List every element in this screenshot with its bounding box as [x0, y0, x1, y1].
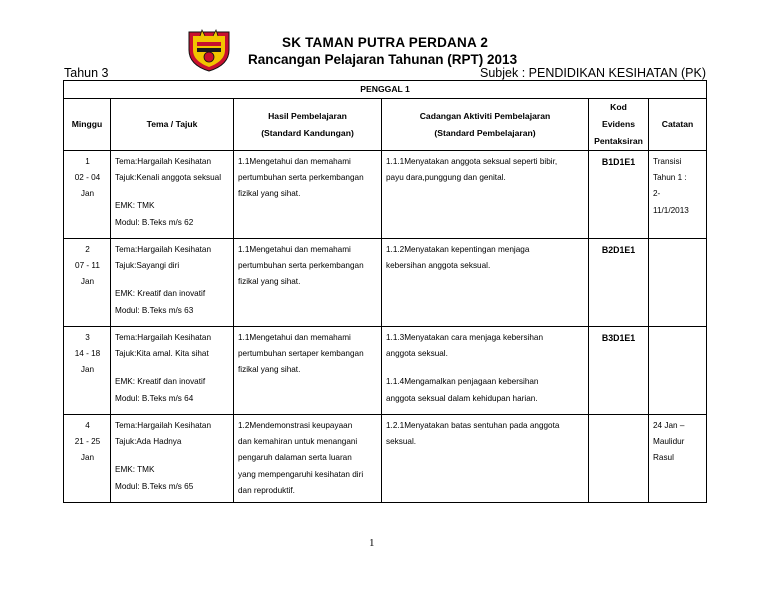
- tema-line: EMK: Kreatif dan inovatif: [115, 377, 206, 387]
- cell-hasil: [234, 327, 382, 415]
- hasil-line: dan reproduktif.: [238, 485, 295, 495]
- tema-line: [115, 450, 230, 462]
- col-minggu: Minggu: [64, 99, 111, 151]
- minggu-line: 4: [85, 421, 90, 430]
- catatan-line: Tahun 1 :: [653, 173, 687, 183]
- cell-kod: [589, 415, 649, 503]
- cell-hasil: [234, 151, 382, 239]
- cell-catatan: [649, 415, 707, 503]
- minggu-line: 2: [85, 245, 90, 254]
- tema-line: [115, 274, 230, 286]
- evidence-code: B2D1E1: [601, 245, 636, 255]
- table-row: [64, 151, 707, 239]
- cell-aktiviti: [382, 151, 589, 239]
- table-row: [64, 327, 707, 415]
- col-hasil: Hasil Pembelajaran (Standard Kandungan): [234, 99, 382, 151]
- minggu-line: Jan: [80, 277, 95, 287]
- aktiviti-line: 1.1.4Mengamalkan penjagaan kebersihan: [386, 377, 539, 387]
- hasil-line: fizikal yang sihat.: [238, 277, 301, 287]
- hasil-line: pertumbuhan serta perkembangan: [238, 261, 364, 271]
- minggu-line: Jan: [80, 189, 95, 199]
- minggu-line: Jan: [80, 365, 95, 375]
- hasil-line: 1.1Mengetahui dan memahami: [238, 245, 351, 254]
- aktiviti-line: anggota seksual dalam kehidupan harian.: [386, 393, 538, 403]
- tema-line: Modul: B.Teks m/s 62: [115, 217, 194, 227]
- evidence-code: [589, 415, 648, 418]
- minggu-line: 21 - 25: [74, 437, 101, 447]
- cell-minggu: [64, 239, 111, 327]
- tema-line: Tema:Hargailah Kesihatan: [115, 421, 212, 430]
- hasil-line: pertumbuhan sertaper kembangan: [238, 349, 364, 359]
- col-tema: Tema / Tajuk: [111, 99, 234, 151]
- cell-minggu: [64, 415, 111, 503]
- aktiviti-line: 1.1.2Menyatakan kepentingan menjaga: [386, 245, 530, 254]
- tema-line: Modul: B.Teks m/s 65: [115, 481, 194, 491]
- minggu-line: 3: [85, 333, 90, 342]
- term-header: PENGGAL 1: [64, 81, 707, 99]
- page-number: 1: [369, 537, 375, 549]
- cell-aktiviti: [382, 239, 589, 327]
- col-aktiviti: Cadangan Aktiviti Pembelajaran (Standard Pembelajaran): [382, 99, 589, 151]
- hasil-line: yang mempengaruhi kesihatan diri: [238, 469, 364, 479]
- school-crest-logo: [186, 26, 232, 72]
- catatan-line: 24 Jan –: [653, 421, 685, 430]
- aktiviti-line: 1.2.1Menyatakan batas sentuhan pada anggota: [386, 421, 560, 430]
- cell-hasil: [234, 415, 382, 503]
- aktiviti-line: payu dara,punggung dan genital.: [386, 173, 506, 183]
- tema-line: Tema:Hargailah Kesihatan: [115, 157, 212, 166]
- catatan-line: 11/1/2013: [653, 205, 689, 215]
- aktiviti-line: anggota seksual.: [386, 349, 448, 359]
- aktiviti-line: [386, 362, 585, 374]
- hasil-line: fizikal yang sihat.: [238, 189, 301, 199]
- cell-aktiviti: [382, 327, 589, 415]
- cell-kod: [589, 327, 649, 415]
- cell-hasil: [234, 239, 382, 327]
- col-catatan: Catatan: [649, 99, 707, 151]
- tema-line: Modul: B.Teks m/s 63: [115, 305, 194, 315]
- cell-catatan: [649, 151, 707, 239]
- cell-minggu: [64, 151, 111, 239]
- tema-line: Tema:Hargailah Kesihatan: [115, 245, 212, 254]
- tema-line: [115, 362, 230, 374]
- subject-label: Subjek : PENDIDIKAN KESIHATAN (PK): [480, 66, 706, 80]
- aktiviti-line: 1.1.1Menyatakan anggota seksual seperti bibir,: [386, 157, 558, 166]
- cell-aktiviti: [382, 415, 589, 503]
- plan-title: Rancangan Pelajaran Tahunan (RPT) 2013: [248, 52, 518, 67]
- hasil-line: 1.1Mengetahui dan memahami: [238, 157, 351, 166]
- hasil-line: pertumbuhan serta perkembangan: [238, 173, 364, 183]
- tema-line: Tajuk:Kita amal. Kita sihat: [115, 349, 209, 359]
- minggu-line: 14 - 18: [74, 349, 101, 359]
- catatan-line: Maulidur: [653, 437, 685, 447]
- catatan-line: Rasul: [653, 453, 674, 463]
- tema-line: Modul: B.Teks m/s 64: [115, 393, 194, 403]
- catatan-line: Transisi: [653, 157, 682, 166]
- hasil-line: 1.1Mengetahui dan memahami: [238, 333, 351, 342]
- tema-line: EMK: TMK: [115, 465, 155, 475]
- cell-minggu: [64, 327, 111, 415]
- cell-tema: [111, 327, 234, 415]
- tema-line: Tajuk:Kenali anggota seksual: [115, 173, 222, 183]
- cell-kod: [589, 151, 649, 239]
- evidence-code: B1D1E1: [601, 157, 636, 167]
- hasil-line: fizikal yang sihat.: [238, 365, 301, 375]
- catatan-line: 2-: [653, 189, 661, 199]
- minggu-line: 07 - 11: [75, 261, 100, 271]
- cell-kod: [589, 239, 649, 327]
- tema-line: Tema:Hargailah Kesihatan: [115, 333, 212, 342]
- table-row: [64, 239, 707, 327]
- aktiviti-line: 1.1.3Menyatakan cara menjaga kebersihan: [386, 333, 544, 342]
- evidence-code: B3D1E1: [601, 333, 636, 343]
- hasil-line: dan kemahiran untuk menangani: [238, 437, 358, 447]
- table-row: [64, 415, 707, 503]
- cell-tema: [111, 151, 234, 239]
- year-label: Tahun 3: [64, 66, 109, 80]
- cell-tema: [111, 415, 234, 503]
- tema-line: EMK: TMK: [115, 201, 155, 211]
- minggu-line: Jan: [80, 453, 95, 463]
- hasil-line: 1.2Mendemonstrasi keupayaan: [238, 421, 353, 430]
- aktiviti-line: seksual.: [386, 437, 417, 447]
- minggu-line: 02 - 04: [74, 173, 101, 183]
- aktiviti-line: kebersihan anggota seksual.: [386, 261, 491, 271]
- hasil-line: pengaruh dalaman serta luaran: [238, 453, 352, 463]
- lesson-plan-table: [63, 80, 707, 503]
- cell-catatan: [649, 327, 707, 415]
- col-kod: Kod Evidens Pentaksiran: [589, 99, 649, 151]
- cell-tema: [111, 239, 234, 327]
- tema-line: Tajuk:Sayangi diri: [115, 261, 180, 271]
- tema-line: Tajuk:Ada Hadnya: [115, 437, 182, 447]
- tema-line: [115, 186, 230, 198]
- school-name: SK TAMAN PUTRA PERDANA 2: [282, 35, 489, 50]
- tema-line: EMK: Kreatif dan inovatif: [115, 289, 206, 299]
- minggu-line: 1: [85, 157, 90, 166]
- cell-catatan: [649, 239, 707, 327]
